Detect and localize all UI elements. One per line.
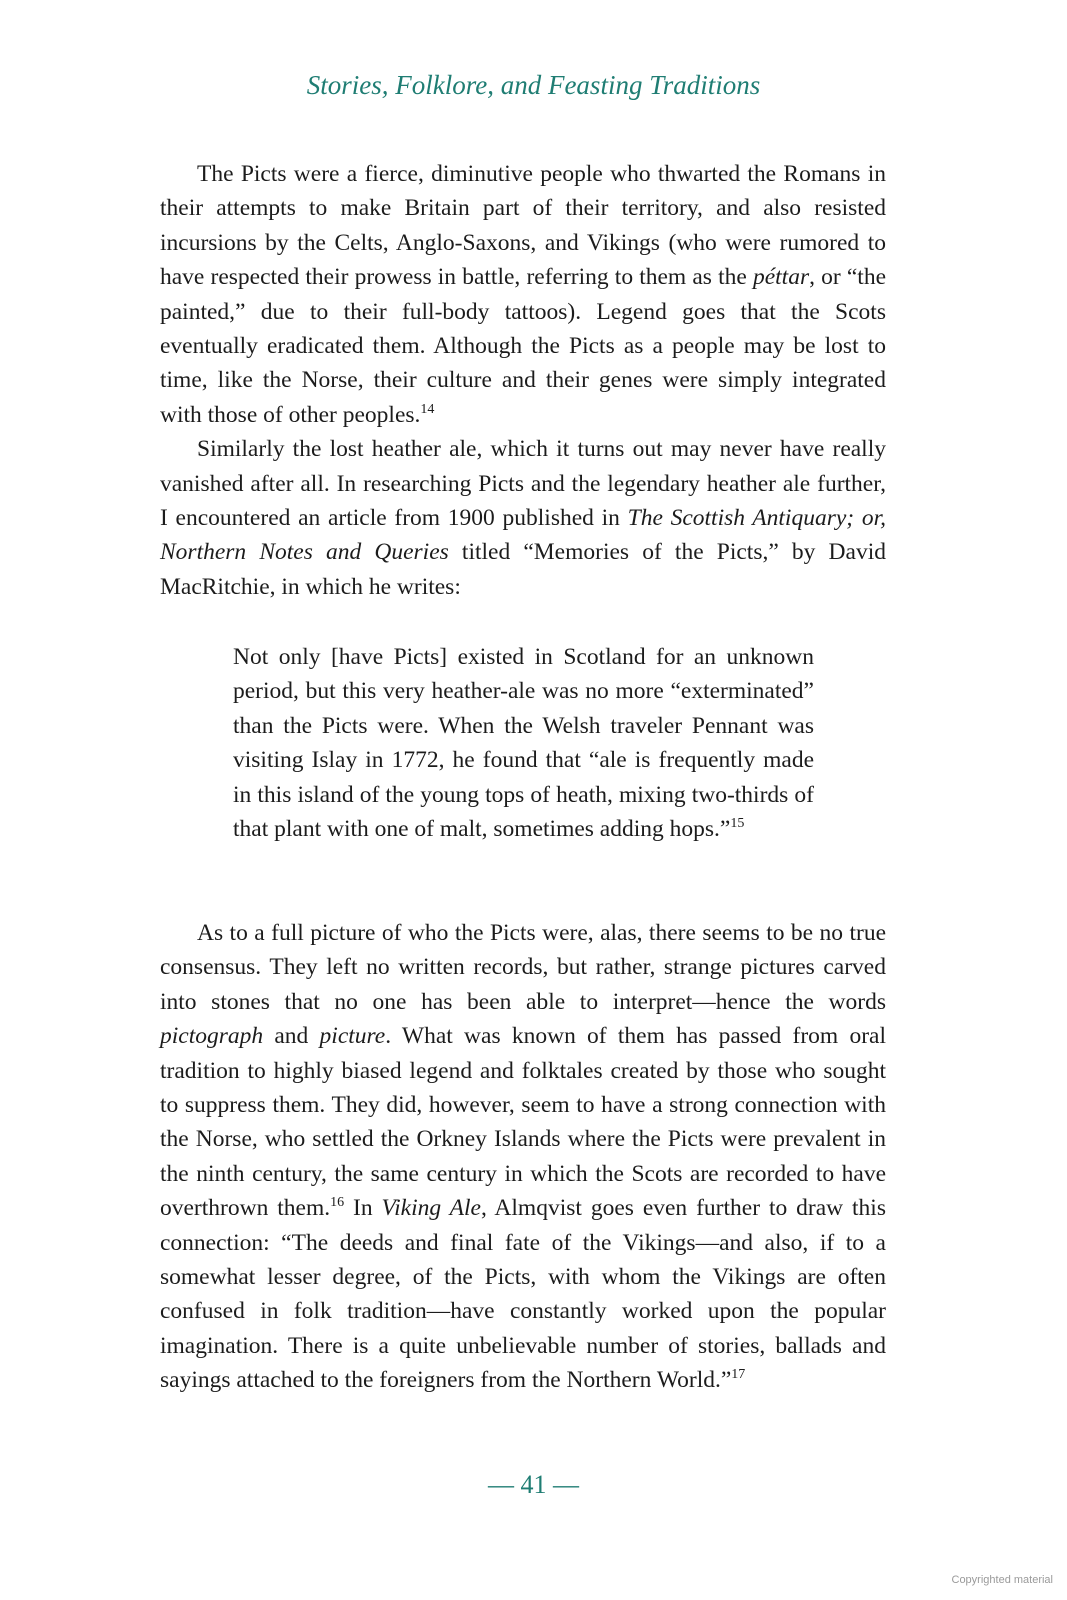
paragraph-text: , Almqvist goes even further to draw this connection: “The deeds and final fate of the Vikings—and also, if to a somewhat lesser degree, of the Picts, with whom the Vikings are often confused in folk tradition—have constantly worked upon the popular imagination. There is a quite unbelievable number of stories, ballads and sayings attached to the foreigners from the Northern World.” [160,1195,886,1394]
italic-title: Viking Ale [381,1195,481,1222]
body-text-top [160,157,886,604]
block-quote [233,640,814,846]
italic-title: The Scottish Antiquary; or, Northern Notes and Queries [160,505,886,566]
italic-term: picture [319,1023,386,1050]
quote-paragraph [233,640,814,846]
footnote-ref: 15 [730,816,745,832]
italic-term: pictograph [160,1023,264,1050]
paragraph-text: As to a full picture of who the Picts were, alas, there seems to be no true consensus. They left no written records, but rather, strange pictures carved into stones that no one has been able to interpret—hence the words [160,920,886,1015]
paragraph-text: , or “the painted,” due to their full-body tattoos). Legend goes that the Scots eventually eradicated them. Although the Picts as a people may be lost to time, like the Norse, their culture and their genes were simply integrated with those of other peoples. [160,264,887,428]
paragraph-text: and [263,1023,320,1050]
paragraph-text: In [344,1195,382,1222]
italic-term: péttar [752,264,810,291]
paragraph-text: Similarly the lost heather ale, which it turns out may never have really vanished after all. In researching Picts and the legendary heather ale further, I encountered an article from 1900 published in [160,436,886,532]
paragraph-heather-ale [160,432,886,604]
footnote-ref: 17 [731,1367,746,1383]
paragraph-text: The Picts were a fierce, diminutive people who thwarted the Romans in their attempts to make Britain part of their territory, and also resisted incursions by the Celts, Anglo-Saxons, and Vikings (who were rumored to have respected their prowess in battle, referring to them as the [160,161,886,291]
paragraph-text: titled “Memories of the Picts,” by David MacRitchie, in which he writes: [160,539,886,600]
running-head: Stories, Folklore, and Feasting Traditions [306,70,761,100]
page-number: — 41 — [488,1470,579,1499]
paragraph-text: . What was known of them has passed from oral tradition to highly biased legend and folktales created by those who sought to suppress them. They did, however, seem to have a strong connection with the Norse, who settled the Orkney Islands where the Picts were prevalent in the ninth century, the same century in which the Scots are recorded to have overthrown them. [160,1023,886,1222]
paragraph-consensus [160,916,886,1398]
footnote-ref: 14 [420,401,435,417]
quote-text: Not only [have Picts] existed in Scotland for an unknown period, but this very heather-ale was no more “exterminated” than the Picts were. When the Welsh traveler Pennant was visiting Islay in 1772, he found that “ale is frequently made in this island of the young tops of heath, mixing two-thirds of that plant with one of malt, sometimes adding hops.” [233,644,814,843]
footnote-ref: 16 [330,1195,345,1211]
body-text-bottom [160,916,886,1398]
copyright-watermark: Copyrighted material [951,1574,1053,1586]
paragraph-picts [160,157,886,432]
